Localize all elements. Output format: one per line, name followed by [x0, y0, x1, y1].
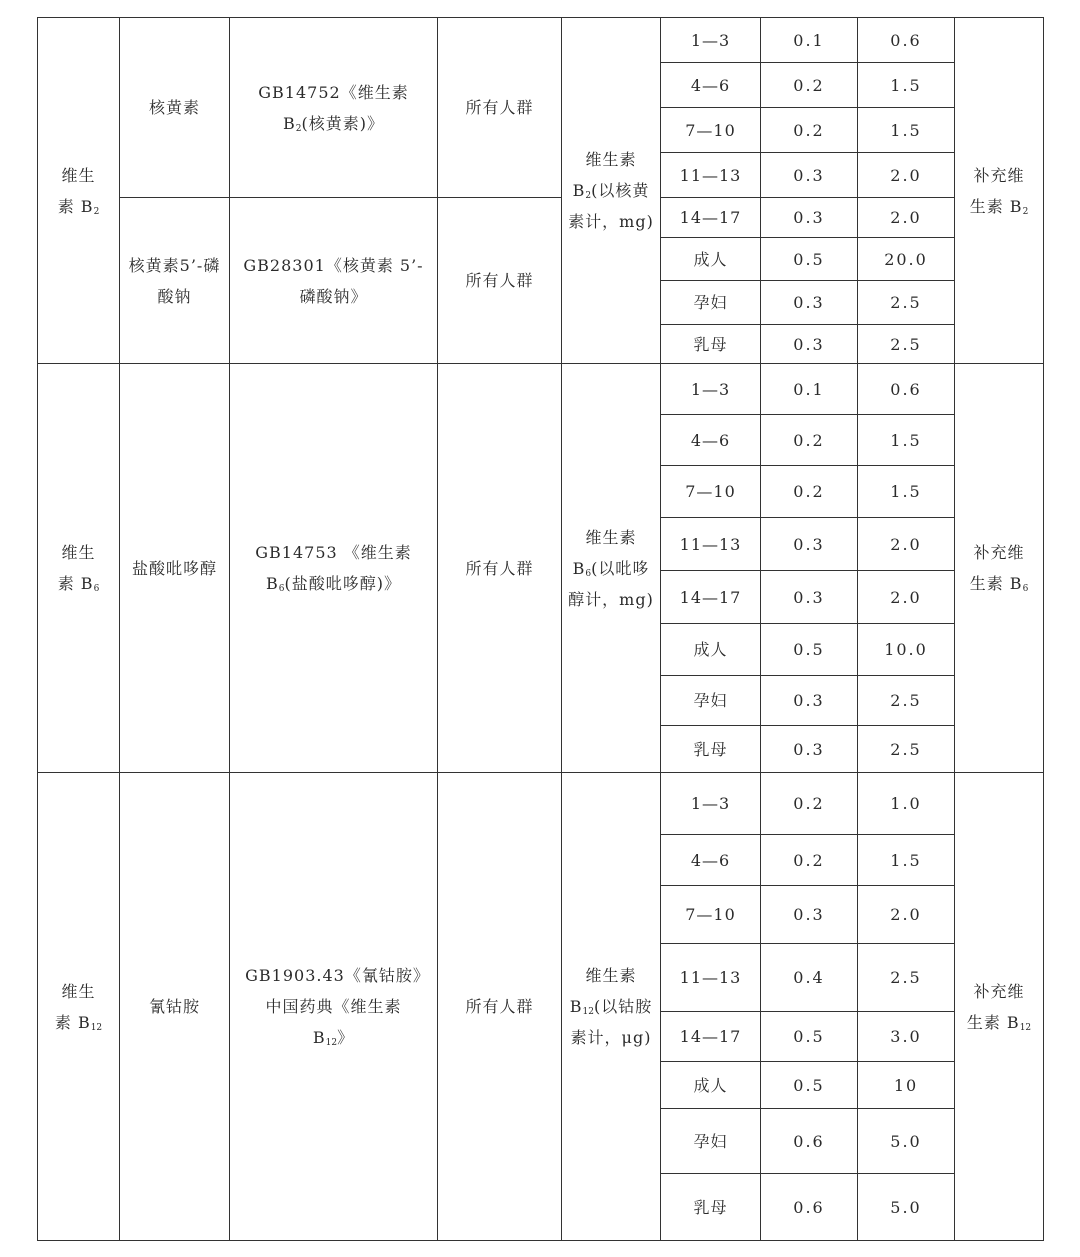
max-value-cell: 3.0 — [858, 1012, 955, 1062]
min-value-cell: 0.4 — [761, 944, 858, 1012]
age-group-cell: 成人 — [661, 238, 761, 281]
min-value-cell: 0.2 — [761, 415, 858, 466]
age-group-cell: 成人 — [661, 624, 761, 676]
min-value-cell: 0.3 — [761, 676, 858, 726]
min-value-cell: 0.3 — [761, 153, 858, 198]
max-value-cell: 10.0 — [858, 624, 955, 676]
max-value-cell: 2.5 — [858, 676, 955, 726]
max-value-cell: 1.5 — [858, 466, 955, 518]
age-group-cell: 乳母 — [661, 325, 761, 364]
age-group-cell: 11—13 — [661, 944, 761, 1012]
min-value-cell: 0.2 — [761, 773, 858, 835]
age-group-cell: 1—3 — [661, 773, 761, 835]
min-value-cell: 0.1 — [761, 364, 858, 415]
max-value-cell: 1.5 — [858, 415, 955, 466]
standard-cell: GB28301《核黄素 5’-磷酸钠》 — [230, 198, 438, 364]
table-row — [38, 773, 1044, 835]
min-value-cell: 0.2 — [761, 466, 858, 518]
age-group-cell: 7—10 — [661, 466, 761, 518]
max-value-cell: 20.0 — [858, 238, 955, 281]
table-row — [38, 18, 1044, 63]
age-group-cell: 孕妇 — [661, 281, 761, 325]
min-value-cell: 0.1 — [761, 18, 858, 63]
nutrient-cell: 维生素 $B_{12}$ — [38, 773, 120, 1241]
standard-cell: GB14753 《维生素 $B_6$(盐酸吡哆醇)》 — [230, 364, 438, 773]
min-value-cell: 0.3 — [761, 726, 858, 773]
max-value-cell: 1.5 — [858, 63, 955, 108]
age-group-cell: 14—17 — [661, 571, 761, 624]
max-value-cell: 0.6 — [858, 364, 955, 415]
min-value-cell: 0.3 — [761, 518, 858, 571]
compound-cell: 核黄素 — [120, 18, 230, 198]
table-row — [38, 198, 1044, 238]
age-group-cell: 14—17 — [661, 198, 761, 238]
max-value-cell: 2.5 — [858, 281, 955, 325]
age-group-cell: 乳母 — [661, 726, 761, 773]
population-cell: 所有人群 — [438, 364, 562, 773]
min-value-cell: 0.6 — [761, 1174, 858, 1241]
max-value-cell: 2.0 — [858, 518, 955, 571]
max-value-cell: 2.0 — [858, 571, 955, 624]
max-value-cell: 1.5 — [858, 108, 955, 153]
nutrient-cell: 维生素 $B_6$ — [38, 364, 120, 773]
age-group-cell: 1—3 — [661, 18, 761, 63]
min-value-cell: 0.3 — [761, 571, 858, 624]
nutrient-table — [37, 17, 1044, 1241]
age-group-cell: 4—6 — [661, 415, 761, 466]
min-value-cell: 0.5 — [761, 1012, 858, 1062]
max-value-cell: 2.5 — [858, 944, 955, 1012]
min-value-cell: 0.3 — [761, 325, 858, 364]
min-value-cell: 0.3 — [761, 281, 858, 325]
function-cell: 补充维生素 $B_{12}$ — [955, 773, 1044, 1241]
min-value-cell: 0.2 — [761, 835, 858, 886]
max-value-cell: 1.0 — [858, 773, 955, 835]
compound-cell: 盐酸吡哆醇 — [120, 364, 230, 773]
min-value-cell: 0.5 — [761, 1062, 858, 1109]
max-value-cell: 2.0 — [858, 153, 955, 198]
compound-cell: 核黄素5’-磷酸钠 — [120, 198, 230, 364]
min-value-cell: 0.5 — [761, 238, 858, 281]
max-value-cell: 2.5 — [858, 325, 955, 364]
population-cell: 所有人群 — [438, 198, 562, 364]
age-group-cell: 4—6 — [661, 63, 761, 108]
min-value-cell: 0.2 — [761, 63, 858, 108]
min-value-cell: 0.3 — [761, 886, 858, 944]
compound-cell: 氰钴胺 — [120, 773, 230, 1241]
function-cell: 补充维生素 $B_2$ — [955, 18, 1044, 364]
standard-cell: GB1903.43《氰钴胺》中国药典《维生素 $B_{12}$》 — [230, 773, 438, 1241]
age-group-cell: 11—13 — [661, 518, 761, 571]
min-value-cell: 0.3 — [761, 198, 858, 238]
table-row — [38, 364, 1044, 415]
age-group-cell: 1—3 — [661, 364, 761, 415]
max-value-cell: 1.5 — [858, 835, 955, 886]
age-group-cell: 7—10 — [661, 886, 761, 944]
unit-cell: 维生素 $B_2$(以核黄素计，mg) — [562, 18, 661, 364]
max-value-cell: 2.5 — [858, 726, 955, 773]
age-group-cell: 孕妇 — [661, 676, 761, 726]
age-group-cell: 7—10 — [661, 108, 761, 153]
max-value-cell: 5.0 — [858, 1109, 955, 1174]
age-group-cell: 成人 — [661, 1062, 761, 1109]
max-value-cell: 2.0 — [858, 198, 955, 238]
min-value-cell: 0.6 — [761, 1109, 858, 1174]
function-cell: 补充维生素 $B_6$ — [955, 364, 1044, 773]
population-cell: 所有人群 — [438, 18, 562, 198]
age-group-cell: 11—13 — [661, 153, 761, 198]
age-group-cell: 4—6 — [661, 835, 761, 886]
age-group-cell: 14—17 — [661, 1012, 761, 1062]
max-value-cell: 0.6 — [858, 18, 955, 63]
population-cell: 所有人群 — [438, 773, 562, 1241]
age-group-cell: 乳母 — [661, 1174, 761, 1241]
max-value-cell: 10 — [858, 1062, 955, 1109]
max-value-cell: 5.0 — [858, 1174, 955, 1241]
unit-cell: 维生素 $B_6$(以吡哆醇计，mg) — [562, 364, 661, 773]
min-value-cell: 0.2 — [761, 108, 858, 153]
max-value-cell: 2.0 — [858, 886, 955, 944]
min-value-cell: 0.5 — [761, 624, 858, 676]
standard-cell: GB14752《维生素 $B_2$(核黄素)》 — [230, 18, 438, 198]
age-group-cell: 孕妇 — [661, 1109, 761, 1174]
nutrient-cell: 维生素 $B_2$ — [38, 18, 120, 364]
unit-cell: 维生素 $B_{12}$(以钴胺素计，μg) — [562, 773, 661, 1241]
